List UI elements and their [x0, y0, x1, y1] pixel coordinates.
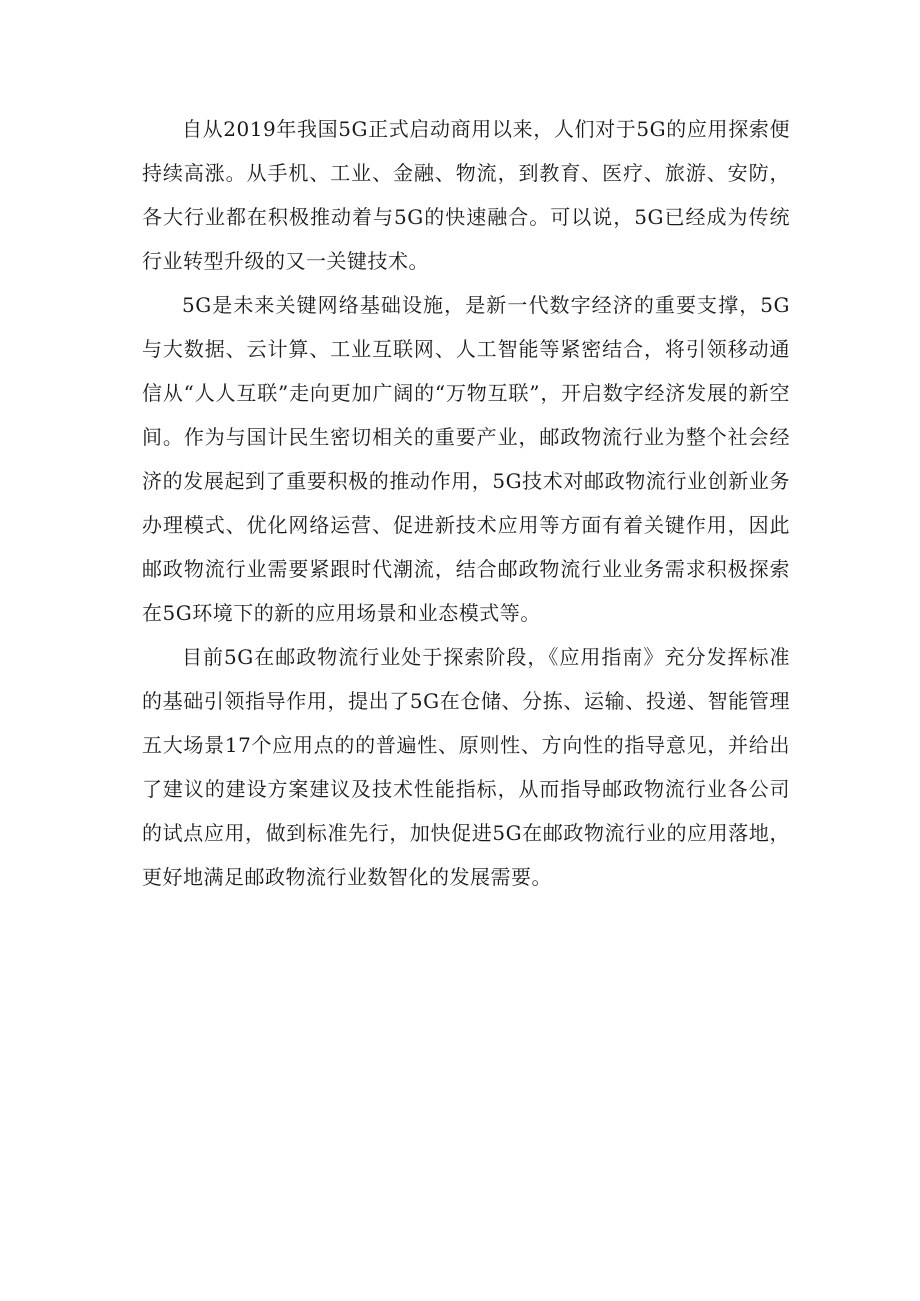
paragraph-application-guide: 目前5G在邮政物流行业处于探索阶段，《应用指南》充分发挥标准的基础引领指导作用，提出了5G在仓储、分拣、运输、投递、智能管理五大场景17个应用点的的普遍性、原则性、方向性的指导意见，并给出了建议的建设方案建议及技术性能指标，从而指导邮政物流行业各公司的试点应用，做到标准先行，加快促进5G在邮政物流行业的应用落地，更好地满足邮政物流行业数智化的发展需要。 — [142, 645, 790, 889]
paragraph-5g-commercial-launch: 自从2019年我国5G正式启动商用以来，人们对于5G的应用探索便持续高涨。从手机、工业、金融、物流，到教育、医疗、旅游、安防，各大行业都在积极推动着与5G的快速融合。可以说，5G已经成为传统行业转型升级的又一关键技术。 — [142, 117, 790, 273]
paragraph-5g-infrastructure: 5G是未来关键网络基础设施，是新一代数字经济的重要支撑，5G与大数据、云计算、工业互联网、人工智能等紧密结合，将引领移动通信从“人人互联”走向更加广阔的“万物互联”，开启数字经济发展的新空间。作为与国计民生密切相关的重要产业，邮政物流行业为整个社会经济的发展起到了重要积极的推动作用，5G技术对邮政物流行业创新业务办理模式、优化网络运营、促进新技术应用等方面有着关键作用，因此邮政物流行业需要紧跟时代潮流，结合邮政物流行业业务需求积极探索在5G环境下的新的应用场景和业态模式等。 — [142, 293, 790, 625]
document-body — [142, 107, 790, 899]
